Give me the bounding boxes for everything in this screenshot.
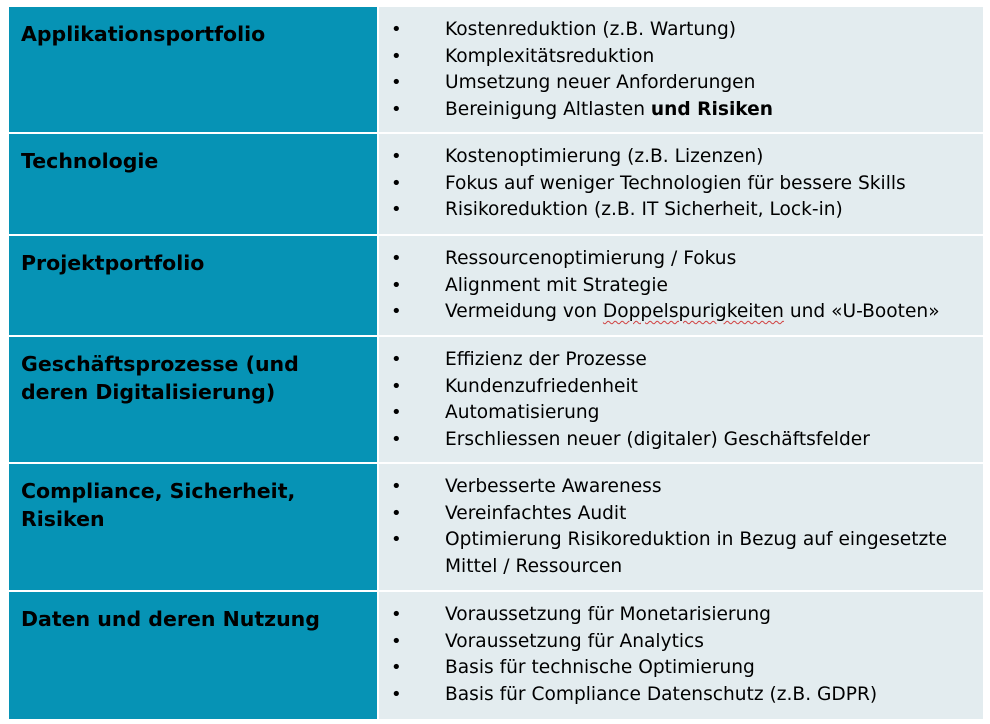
list-item: • Erschliessen neuer (digitaler) Geschäftsfelder — [379, 427, 975, 454]
list-item: • Ressourcenoptimierung / Fokus — [379, 246, 975, 273]
row-items-cell — [379, 134, 983, 234]
list-item: • Alignment mit Strategie — [379, 273, 975, 300]
list-item: • Verbesserte Awareness — [379, 474, 975, 501]
list-item: • Optimierung Risikoreduktion in Bezug auf eingesetzte Mittel / Ressourcen — [379, 527, 975, 580]
bullet-list — [379, 474, 975, 580]
row-items-cell — [379, 7, 983, 132]
bullet-list — [379, 602, 975, 708]
list-item: • Voraussetzung für Analytics — [379, 629, 975, 656]
list-item-text: Vermeidung von — [445, 301, 603, 322]
list-item: • Komplexitätsreduktion — [379, 44, 975, 71]
bullet-list — [379, 17, 975, 123]
list-item: • Kostenreduktion (z.B. Wartung) — [379, 17, 975, 44]
row-label: Daten und deren Nutzung — [9, 592, 377, 719]
list-item: • Basis für technische Optimierung — [379, 655, 975, 682]
row-label: Technologie — [9, 134, 377, 234]
list-item: • Kundenzufriedenheit — [379, 374, 975, 401]
list-item: • Voraussetzung für Monetarisierung — [379, 602, 975, 629]
list-item: • Automatisierung — [379, 400, 975, 427]
list-item: • Fokus auf weniger Technologien für bessere Skills — [379, 171, 975, 198]
row-items-cell — [379, 464, 983, 590]
row-label: Projektportfolio — [9, 236, 377, 335]
list-item: • Risikoreduktion (z.B. IT Sicherheit, Lock-in) — [379, 197, 975, 224]
benefits-table — [9, 7, 981, 715]
row-items-cell — [379, 337, 983, 462]
list-item-text: Bereinigung Altlasten — [445, 98, 651, 120]
bullet-list — [379, 144, 975, 224]
list-item — [379, 299, 975, 326]
emphasized-text: und Risiken — [650, 98, 774, 120]
bullet-list — [379, 347, 975, 453]
row-items-cell — [379, 592, 983, 719]
row-label: Geschäftsprozesse (und deren Digitalisierung) — [9, 337, 377, 462]
row-items-cell — [379, 236, 983, 335]
list-item: • Basis für Compliance Datenschutz (z.B. GDPR) — [379, 682, 975, 709]
list-item: • Kostenoptimierung (z.B. Lizenzen) — [379, 144, 975, 171]
list-item: • Effizienz der Prozesse — [379, 347, 975, 374]
list-item: • Vereinfachtes Audit — [379, 501, 975, 528]
list-item: • Umsetzung neuer Anforderungen — [379, 70, 975, 97]
list-item-text: und «U-Booten» — [783, 301, 940, 322]
spellcheck-underlined-word: Doppelspurigkeiten — [602, 301, 784, 322]
bullet-list — [379, 246, 975, 326]
row-label: Compliance, Sicherheit, Risiken — [9, 464, 377, 590]
row-label: Applikationsportfolio — [9, 7, 377, 132]
list-item — [379, 97, 975, 124]
